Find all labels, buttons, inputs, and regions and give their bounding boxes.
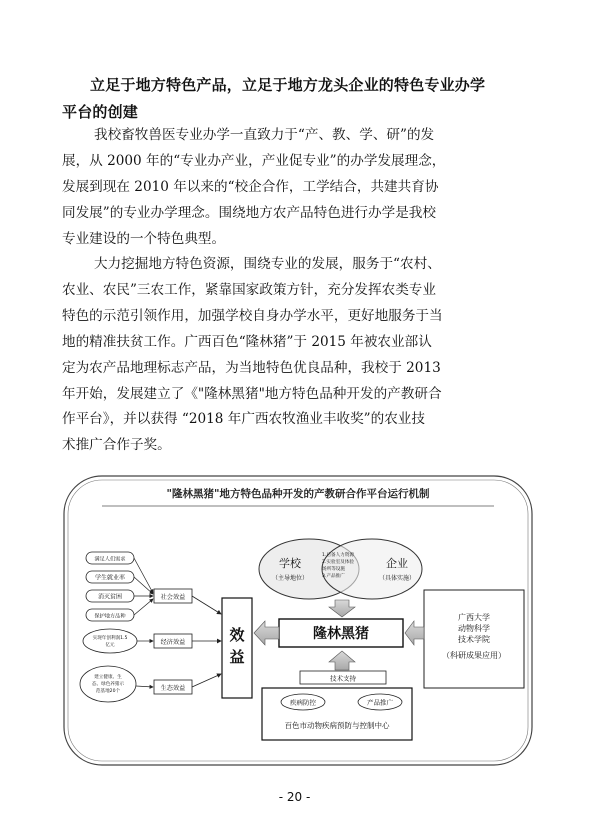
social-benefit-label: 社会效益 <box>160 594 186 601</box>
paragraph-2-line-6: 年开始，发展建立了《"隆林黑猪"地方特色品种开发的产教研合 <box>62 385 442 402</box>
paragraph-2-line-8: 术推广合作子奖。 <box>62 437 171 454</box>
effect-char-1: 效 <box>229 626 245 644</box>
overlap-line-3: 场所等设施 <box>322 567 345 572</box>
overlap-line-4: 3.产品推广 <box>322 574 345 579</box>
center-label: 隆林黑猪 <box>313 626 369 642</box>
paragraph-2-line-7: 作平台》，并以获得 “2018 年广西农牧渔业丰收奖”的农业技 <box>62 411 425 428</box>
eco-item-line-1: 建立健康、生 <box>94 675 122 680</box>
economic-item-line-2: 亿元 <box>105 643 115 648</box>
paragraph-1-line-4: 同发展”的专业办学理念。围绕地方农产品特色进行办学是我校 <box>62 204 436 221</box>
overlap-line-1: 1.后备人力资源 <box>322 553 354 558</box>
section-heading <box>62 72 532 126</box>
left-item-4: 保护地方品种 <box>94 613 126 620</box>
tech-support-label: 技术支持 <box>330 674 356 683</box>
paragraph-1-line-2: 展，从 2000 年的“专业办产业，产业促专业”的办学发展理念， <box>62 152 446 169</box>
left-item-3: 消灭贫困 <box>97 593 123 601</box>
university-sub: （科研成果应用） <box>442 651 506 660</box>
left-item-2: 学生就业率 <box>94 574 126 582</box>
paragraph-2 <box>62 252 534 459</box>
enterprise-label: 企业 <box>386 557 408 570</box>
paragraph-2-line-3: 特色的示范引领作用，加强学校自身办学水平，更好地服务于当 <box>62 307 443 324</box>
school-sub-label: （主导地位） <box>271 575 309 582</box>
overlap-line-2: 2.实验室及体验 <box>322 560 354 565</box>
economic-benefit-label: 经济效益 <box>160 639 186 646</box>
heading-line-1: 立足于地方特色产品，立足于地方龙头企业的特色专业办学 <box>90 76 486 94</box>
left-item-1: 满足人们需求 <box>94 556 126 563</box>
school-label: 学校 <box>279 557 301 570</box>
diagram-title: "隆林黑猪"地方特色品种开发的产教研合作平台运行机制 <box>166 488 430 500</box>
university-line-3: 技术学院 <box>458 635 490 644</box>
eco-item-line-3: 范基地20个 <box>95 689 121 694</box>
product-promo-label: 产品推广 <box>367 698 393 707</box>
effect-char-2: 益 <box>229 648 245 666</box>
university-line-2: 动物科学 <box>458 624 490 633</box>
paragraph-2-line-1: 大力挖掘地方特色资源，围绕专业的发展，服务于“农村、 <box>94 256 441 272</box>
paragraph-2-line-5: 定为农产品地理标志产品，为当地特色优良品种，我校于 2013 <box>62 359 441 376</box>
paragraph-1-line-5: 专业建设的一个特色典型。 <box>62 230 226 247</box>
page-number: - 20 - <box>278 790 311 804</box>
heading-line-2: 平台的创建 <box>62 103 139 121</box>
paragraph-2-line-2: 农业、农民”三农工作，紧靠国家政策方针，充分发挥农类专业 <box>62 281 436 298</box>
paragraph-1 <box>62 123 534 253</box>
disease-control-label: 疾病防控 <box>290 698 316 707</box>
economic-item-line-1: 实现年创利润1.5 <box>92 636 128 641</box>
university-line-1: 广西大学 <box>458 613 490 622</box>
economic-item-oval <box>83 629 137 653</box>
eco-item-line-2: 态、绿色养猪示 <box>91 682 125 687</box>
eco-benefit-label: 生态效益 <box>160 685 186 692</box>
mechanism-diagram <box>62 474 534 767</box>
paragraph-1-line-1: 我校畜牧兽医专业办学一直致力于“产、教、学、研”的发 <box>94 127 435 143</box>
cdc-label: 百色市动物疾病预防与控制中心 <box>284 721 390 730</box>
paragraph-2-line-4: 地的精准扶贫工作。广西百色“隆林猪”于 2015 年被农业部认 <box>62 333 432 350</box>
paragraph-1-line-3: 发展到现在 2010 年以来的“校企合作，工学结合，共建共育协 <box>62 178 439 195</box>
enterprise-sub-label: （具体实施） <box>378 575 416 582</box>
